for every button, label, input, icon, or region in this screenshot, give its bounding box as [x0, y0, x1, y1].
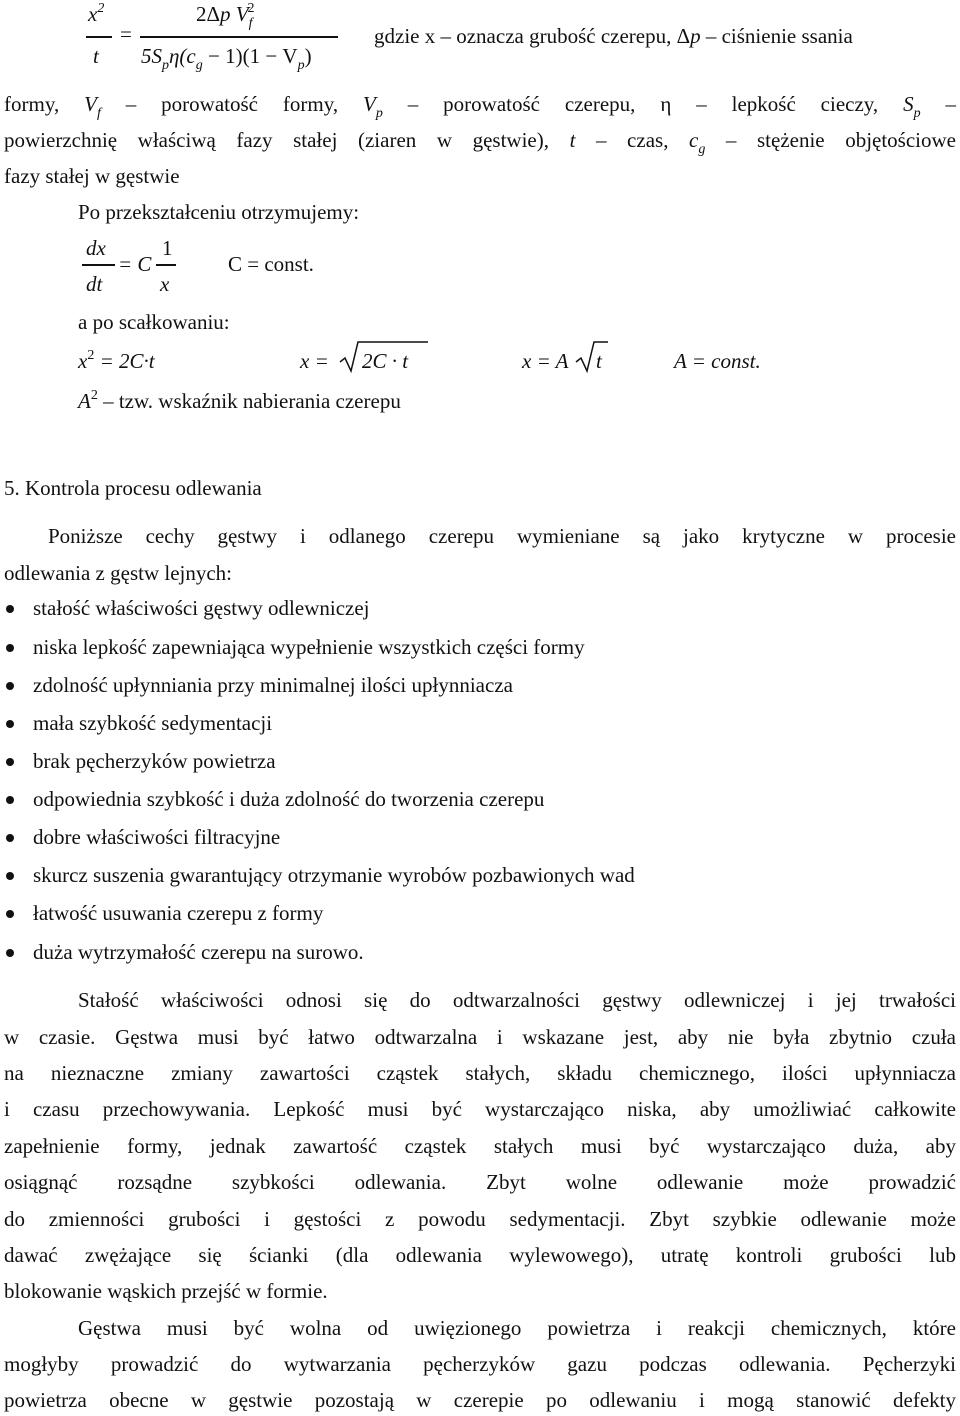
- paragraph-line: powietrza obecne w gęstwie pozostają w czerepie po odlewaniu i mogą stanowić defekty: [4, 1388, 956, 1412]
- diff-frac-numerator: 1: [162, 236, 173, 260]
- paragraph-line: mogłyby prowadzić do wytwarzania pęcherzyków gazu podczas odlewania. Pęcherzyki: [4, 1352, 956, 1376]
- const-C: C = const.: [228, 252, 314, 276]
- paragraph-line: osiągnąć rozsądne szybkości odlewania. Zbyt wolne odlewanie może prowadzić: [4, 1170, 956, 1194]
- result-2: x =: [300, 349, 329, 373]
- bullet-icon: [6, 682, 14, 690]
- paragraph-line: dawać zwężające się ścianki (dla odlewania wylewowego), utratę kontroli grubości lub: [4, 1243, 956, 1267]
- paragraph-line: na nieznaczne zmiany zawartości cząstek stałych, składu chemicznego, ilości upłynniacza: [4, 1061, 956, 1085]
- legend-line-1: formy, $V_f$ – porowatość formy, $V_p$ – porowatość czerepu, η – lepkość cieczy, $S_p$ –: [4, 92, 957, 121]
- paragraph-line: Gęstwa musi być wolna od uwięzionego powietrza i reakcji chemicznych, które: [78, 1316, 956, 1340]
- bullet-icon: [6, 758, 14, 766]
- bullet-icon: [6, 949, 14, 957]
- formula-lhs-numerator: $x^2$: [88, 1, 105, 26]
- paragraph-line: w czasie. Gęstwa musi być łatwo odtwarzalna i wskazane jest, aby nie była zbytnio czuła: [4, 1025, 956, 1049]
- diff-frac-denominator: x: [160, 272, 170, 296]
- diff-frac-bar: [156, 264, 176, 266]
- transform-intro: Po przekształceniu otrzymujemy:: [78, 200, 360, 224]
- diff-numerator: dx: [86, 236, 106, 260]
- formula-lhs-fraction-bar: [86, 36, 112, 38]
- diff-fraction-bar: [82, 264, 115, 266]
- formula-description: gdzie x – oznacza grubość czerepu, Δp – ciśnienie ssania: [374, 24, 853, 48]
- section-intro-line-1: Poniższe cechy gęstwy i odlanego czerepu wymieniane są jako krytyczne w procesie: [48, 524, 956, 548]
- diff-denominator: dt: [86, 272, 103, 296]
- section-intro-line-2: odlewania z gęstw lejnych:: [4, 561, 233, 585]
- formula-equals: =: [120, 22, 132, 46]
- result-2-radicand: 2C · t: [362, 349, 409, 373]
- bullet-icon: [6, 872, 14, 880]
- bullet-icon: [6, 720, 14, 728]
- result-3: x = A: [522, 349, 569, 373]
- formula-rhs-denominator: $5S_p\eta(c_g - 1)(1 - V_p)$: [141, 44, 312, 73]
- paragraph-line: blokowanie wąskich przejść w formie.: [4, 1279, 328, 1303]
- paragraph-line: do zmienności grubości i gęstości z powodu sedymentacji. Zbyt szybkie odlewanie może: [4, 1207, 956, 1231]
- result-3-radicand: t: [596, 349, 602, 373]
- legend-line-3: fazy stałej w gęstwie: [4, 164, 180, 188]
- diff-equals-C: = C: [118, 252, 152, 276]
- integration-intro: a po scałkowaniu:: [78, 310, 230, 334]
- bullet-icon: [6, 605, 14, 613]
- result-4: A = const.: [674, 349, 761, 373]
- bullet-icon: [6, 644, 14, 652]
- sqrt-symbol-2: [574, 340, 610, 374]
- bullet-icon: [6, 834, 14, 842]
- paragraph-line: Stałość właściwości odnosi się do odtwarzalności gęstwy odlewniczej i jej trwałości: [78, 988, 956, 1012]
- formula-lhs-denominator: t: [93, 44, 99, 68]
- bullet-icon: [6, 910, 14, 918]
- a-squared-definition: $A^2$ – tzw. wskaźnik nabierania czerepu: [78, 388, 401, 413]
- paragraph-line: i czasu przechowywania. Lepkość musi być wystarczająco niska, aby umożliwiać całkowite: [4, 1097, 956, 1121]
- legend-line-2: powierzchnię właściwą fazy stałej (ziaren w gęstwie), t – czas, $c_g$ – stężenie objętościowe: [4, 128, 956, 157]
- formula-rhs-numerator: 2Δp $V_f^2$: [196, 1, 255, 31]
- paragraph-line: zapełnienie formy, jednak zawartość cząstek stałych musi być wystarczająco duża, aby: [4, 1134, 956, 1158]
- formula-rhs-fraction-bar: [140, 36, 338, 38]
- result-1: $x^2 = 2C\cdot t$: [78, 348, 155, 373]
- bullet-icon: [6, 796, 14, 804]
- section-heading: 5. Kontrola procesu odlewania: [4, 476, 262, 500]
